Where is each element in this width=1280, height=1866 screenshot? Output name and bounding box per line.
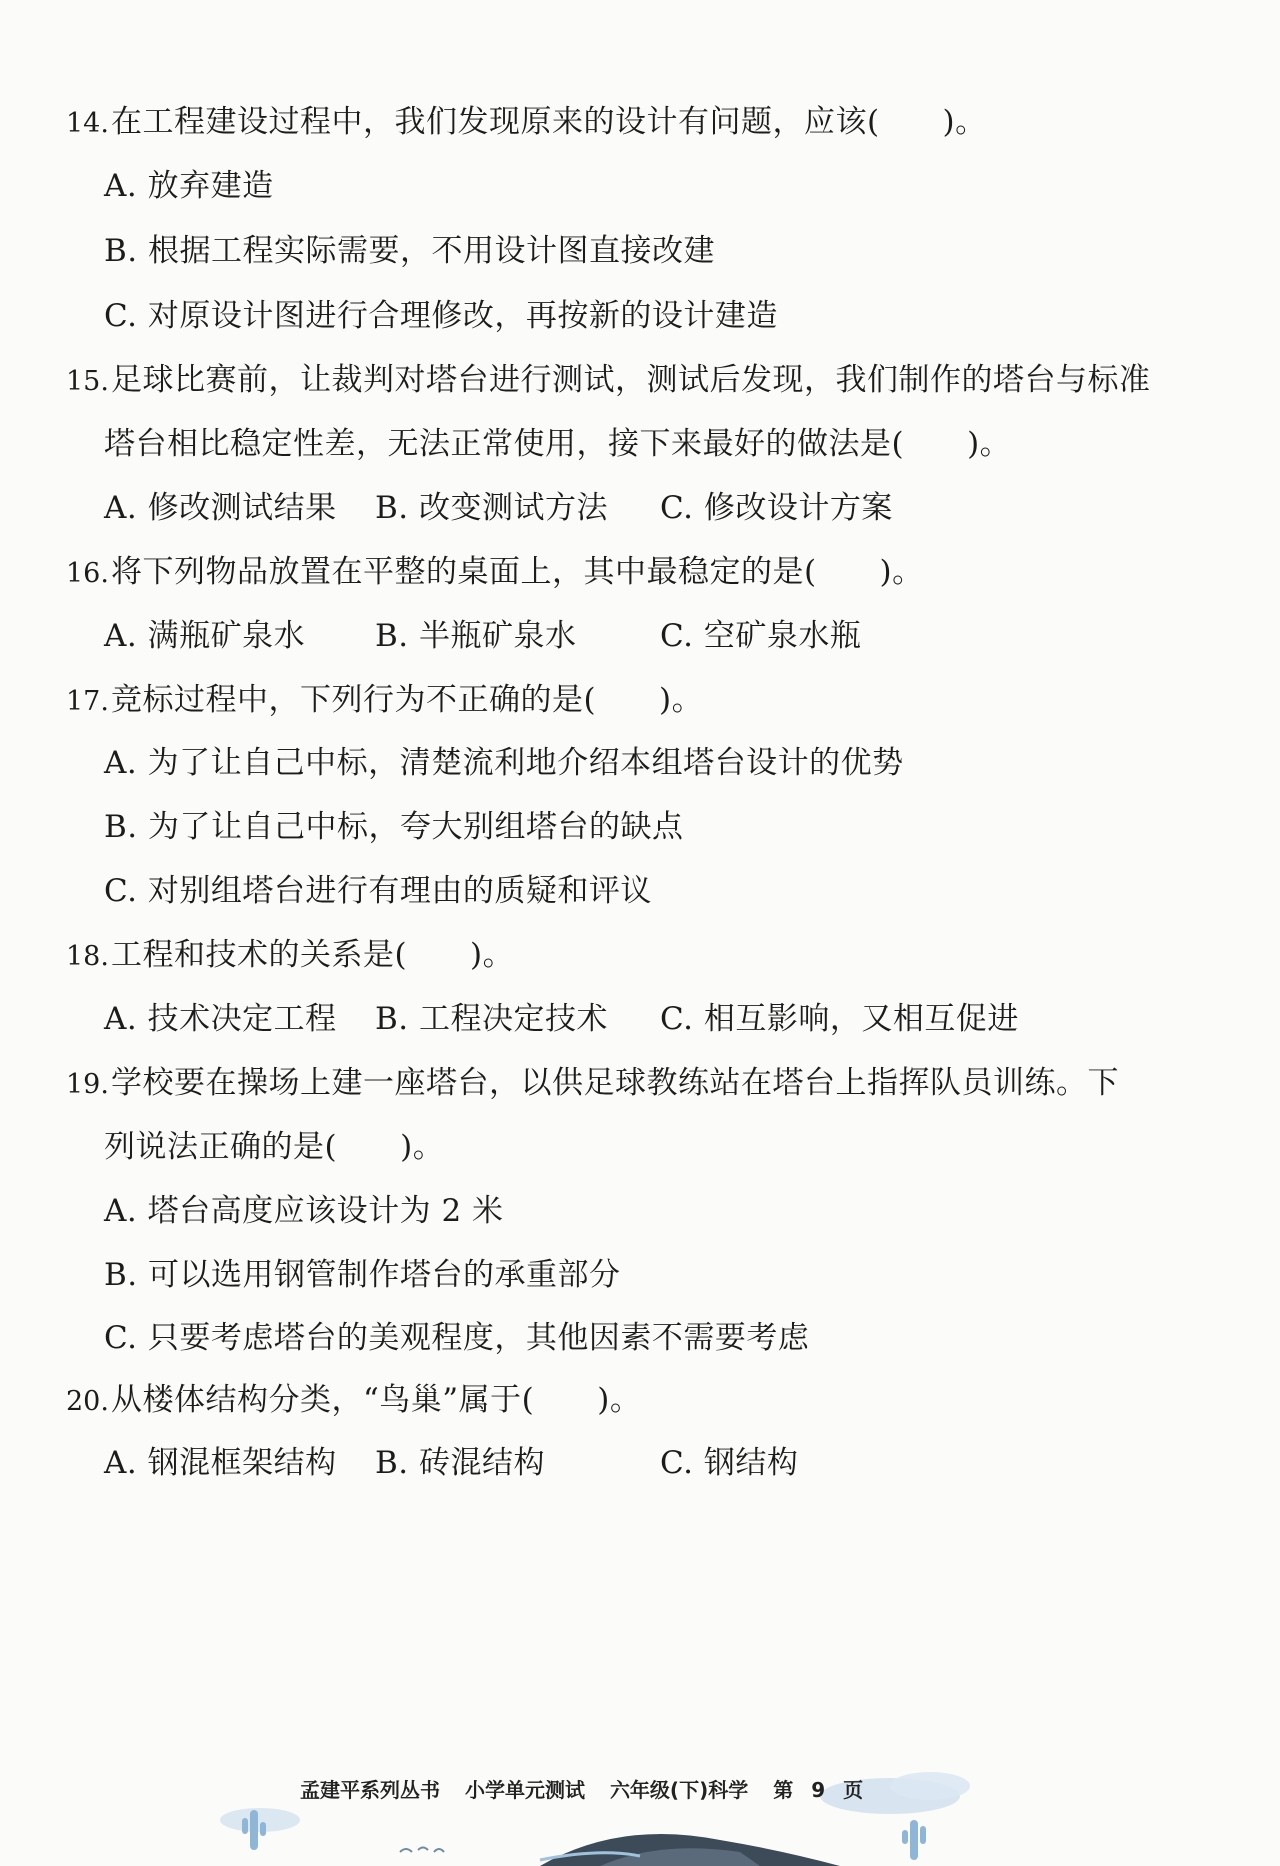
question-14-option-a: A. 放弃建造 [104,168,274,204]
question-15-option-b: B. 改变测试方法 [375,490,608,526]
footer-series: 孟建平系列丛书 [300,1778,440,1802]
question-19-stem [66,1063,1119,1105]
footer-caption [300,1774,881,1803]
question-16-option-a: A. 满瓶矿泉水 [104,618,306,654]
question-text: 在工程建设过程中，我们发现原来的设计有问题，应该( )。 [110,104,987,140]
question-19-option-b: B. 可以选用钢管制作塔台的承重部分 [104,1257,621,1293]
question-17-option-c: C. 对别组塔台进行有理由的质疑和评议 [104,873,652,909]
question-text: 从楼体结构分类，“鸟巢”属于( )。 [110,1382,642,1418]
question-number: 14. [66,108,109,139]
cactus-icon [902,1820,926,1860]
question-18-stem [66,935,514,977]
question-16-stem [66,552,924,594]
footer-page-suffix: 页 [843,1778,864,1802]
question-18-option-c: C. 相互影响，又相互促进 [660,1001,1019,1037]
question-number: 19. [66,1069,109,1100]
question-17-option-b: B. 为了让自己中标，夸大别组塔台的缺点 [104,809,684,845]
question-14-option-c: C. 对原设计图进行合理修改，再按新的设计建造 [104,298,778,334]
question-20-stem [66,1380,641,1422]
question-20-option-c: C. 钢结构 [660,1445,799,1481]
question-14-option-b: B. 根据工程实际需要，不用设计图直接改建 [104,233,715,269]
page-footer [0,1760,1280,1866]
page-number: 9 [811,1778,826,1802]
question-text: 足球比赛前，让裁判对塔台进行测试，测试后发现，我们制作的塔台与标准 [110,362,1151,398]
question-19-stem-continued: 列说法正确的是( )。 [104,1129,445,1165]
footer-page-prefix: 第 [773,1778,794,1802]
question-18-option-b: B. 工程决定技术 [375,1001,608,1037]
question-18-option-a: A. 技术决定工程 [104,1001,337,1037]
question-number: 15. [66,366,109,397]
question-20-option-a: A. 钢混框架结构 [104,1445,337,1481]
footer-grade-subject: 六年级(下)科学 [609,1778,749,1802]
question-15-stem-continued: 塔台相比稳定性差，无法正常使用，接下来最好的做法是( )。 [104,426,1012,462]
question-15-option-a: A. 修改测试结果 [104,490,337,526]
question-text: 学校要在操场上建一座塔台，以供足球教练站在塔台上指挥队员训练。下 [110,1065,1119,1101]
question-19-option-c: C. 只要考虑塔台的美观程度，其他因素不需要考虑 [104,1320,810,1356]
question-number: 16. [66,558,109,589]
question-16-option-c: C. 空矿泉水瓶 [660,618,862,654]
question-17-option-a: A. 为了让自己中标，清楚流利地介绍本组塔台设计的优势 [104,745,904,781]
question-15-stem [66,360,1150,402]
question-19-option-a: A. 塔台高度应该设计为 2 米 [104,1193,504,1229]
question-20-option-b: B. 砖混结构 [375,1445,545,1481]
question-number: 18. [66,941,109,972]
question-text: 竞标过程中，下列行为不正确的是( )。 [110,682,704,718]
question-15-option-c: C. 修改设计方案 [660,490,893,526]
question-text: 工程和技术的关系是( )。 [110,937,515,973]
question-number: 17. [66,686,109,717]
question-17-stem [66,680,703,722]
question-text: 将下列物品放置在平整的桌面上，其中最稳定的是( )。 [110,554,924,590]
question-number: 20. [66,1386,109,1417]
question-16-option-b: B. 半瓶矿泉水 [375,618,577,654]
footer-book: 小学单元测试 [464,1778,585,1802]
question-14-stem [66,102,987,144]
